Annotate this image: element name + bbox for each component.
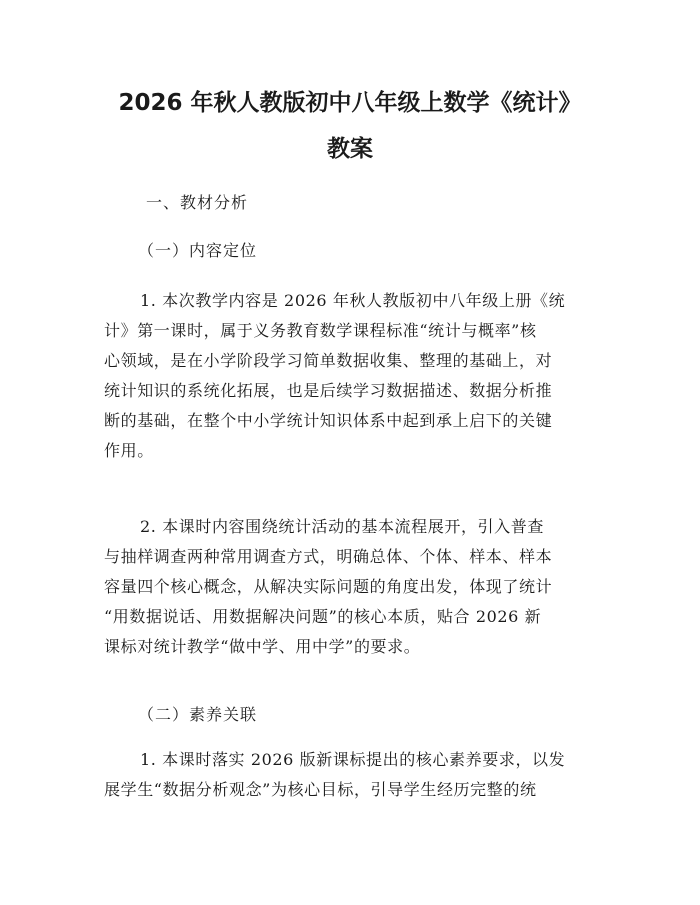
paragraph-line: 统计知识的系统化拓展，也是后续学习数据描述、数据分析推: [104, 381, 553, 400]
paragraph-line: 1. 本次教学内容是 2026 年秋人教版初中八年级上册《统: [140, 291, 566, 310]
paragraph-line: “用数据说话、用数据解决问题”的核心本质，贴合 2026 新: [104, 607, 542, 626]
paragraph-line: 课标对统计教学“做中学、用中学”的要求。: [104, 637, 421, 656]
paragraph-line: 计》第一课时，属于义务教育数学课程标准“统计与概率”核: [104, 321, 537, 340]
subsection-heading-content-positioning: （一）内容定位: [138, 241, 258, 260]
paragraph-line: 心领域，是在小学阶段学习简单数据收集、整理的基础上，对: [104, 351, 553, 370]
paragraph-line: 2. 本课时内容围绕统计活动的基本流程展开，引入普查: [140, 517, 544, 536]
paragraph-line: 断的基础，在整个中小学统计知识体系中起到承上启下的关键: [104, 411, 553, 430]
paragraph-line: 作用。: [104, 441, 154, 460]
paragraph-line: 容量四个核心概念，从解决实际问题的角度出发，体现了统计: [104, 577, 553, 596]
paragraph-line: 1. 本课时落实 2026 版新课标提出的核心素养要求，以发: [140, 750, 566, 769]
paragraph-line: 展学生“数据分析观念”为核心目标，引导学生经历完整的统: [104, 780, 537, 799]
paragraph-1: [104, 286, 600, 466]
section-heading-textbook-analysis: 一、教材分析: [146, 193, 249, 212]
paragraph-2: [104, 512, 600, 662]
document-title-line1: 2026 年秋人教版初中八年级上数学《统计》: [118, 90, 582, 116]
subsection-heading-literacy-connection: （二）素养关联: [138, 705, 258, 724]
document-title-line2: 教案: [327, 136, 373, 162]
paragraph-3: [104, 745, 600, 805]
paragraph-line: 与抽样调查两种常用调查方式，明确总体、个体、样本、样本: [104, 547, 553, 566]
